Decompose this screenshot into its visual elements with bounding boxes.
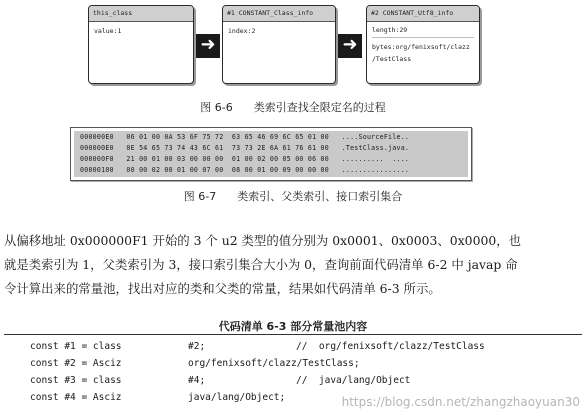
code-row <box>0 358 586 370</box>
code-declaration: const #2 = Asciz <box>30 358 122 369</box>
box-row-line: bytes:org/fenixsoft/clazz <box>372 43 470 51</box>
code-declaration: const #4 = Asciz <box>30 392 122 403</box>
hex-line: 000000E0 06 01 00 0A 53 6F 75 72 63 65 46 69 6C 65 01 00 ....SourceFile.. <box>80 133 410 141</box>
box-header: #2 CONSTANT_Utf8_info <box>367 6 479 22</box>
arrow-right-icon: ➜ <box>338 34 362 58</box>
watermark-url: https://blog.csdn.net/zhangzhaoyuan30 <box>341 395 580 409</box>
top-rule <box>4 334 582 335</box>
box-row-line: /TestClass <box>372 55 412 63</box>
hex-line: 000000F0 21 00 01 00 03 00 00 00 01 00 02 00 05 00 06 00 .......... .... <box>80 155 410 163</box>
hex-dump <box>70 127 472 181</box>
hex-line: 00000100 00 00 02 00 01 00 07 00 08 00 01 00 09 00 00 00 ................ <box>80 166 410 174</box>
caption-text: 类索引查找全限定名的过程 <box>253 101 386 114</box>
caption-number: 图 6-6 <box>200 101 233 114</box>
caption-text: 类索引、父类索引、接口索引集合 <box>237 190 403 203</box>
code-row <box>0 341 586 353</box>
code-row <box>0 375 586 387</box>
body-paragraph <box>4 231 582 298</box>
box-row: length:29 <box>372 26 474 38</box>
code-value: org/fenixsoft/clazz/TestClass; <box>188 358 360 369</box>
constant-utf8-info-box <box>366 5 480 84</box>
code-value: #2; <box>188 341 206 352</box>
code-declaration: const #3 = class <box>30 375 122 386</box>
paragraph-line: 就是类索引为 1，父类索引为 3，接口索引集合大小为 0，查询前面代码清单 6-2 中 javap 命 <box>4 257 518 272</box>
code-declaration: const #1 = class <box>30 341 122 352</box>
listing-title: 代码清单 6-3 部分常量池内容 <box>218 320 368 333</box>
figure-caption <box>0 188 586 204</box>
constant-class-info-box <box>222 5 336 84</box>
code-comment: // java/lang/Object <box>296 375 411 386</box>
caption-number: 图 6-7 <box>183 190 217 203</box>
this-class-box <box>88 5 194 84</box>
hex-line: 000000E0 0E 54 65 73 74 43 6C 61 73 73 2E 6A 61 76 61 00 .TestClass.java. <box>80 144 410 152</box>
box-row <box>372 41 474 68</box>
code-value: #4; <box>188 375 206 386</box>
box-row: value:1 <box>94 27 122 35</box>
hex-dump-panel <box>74 131 468 177</box>
paragraph-line: 从偏移地址 0x000000F1 开始的 3 个 u2 类型的值分别为 0x0001、0x0003、0x0000，也 <box>4 233 521 248</box>
arrow-right-icon: ➜ <box>196 34 220 58</box>
box-header: this_class <box>89 6 193 22</box>
code-comment: // org/fenixsoft/clazz/TestClass <box>296 341 485 352</box>
paragraph-line: 令计算出来的常量池，找出对应的类和父类的常量，结果如代码清单 6-3 所示。 <box>4 281 441 296</box>
box-row: index:2 <box>228 27 256 35</box>
code-value: java/lang/Object; <box>188 392 286 403</box>
figure-caption <box>0 99 586 115</box>
box-header: #1 CONSTANT_Class_info <box>223 6 335 22</box>
